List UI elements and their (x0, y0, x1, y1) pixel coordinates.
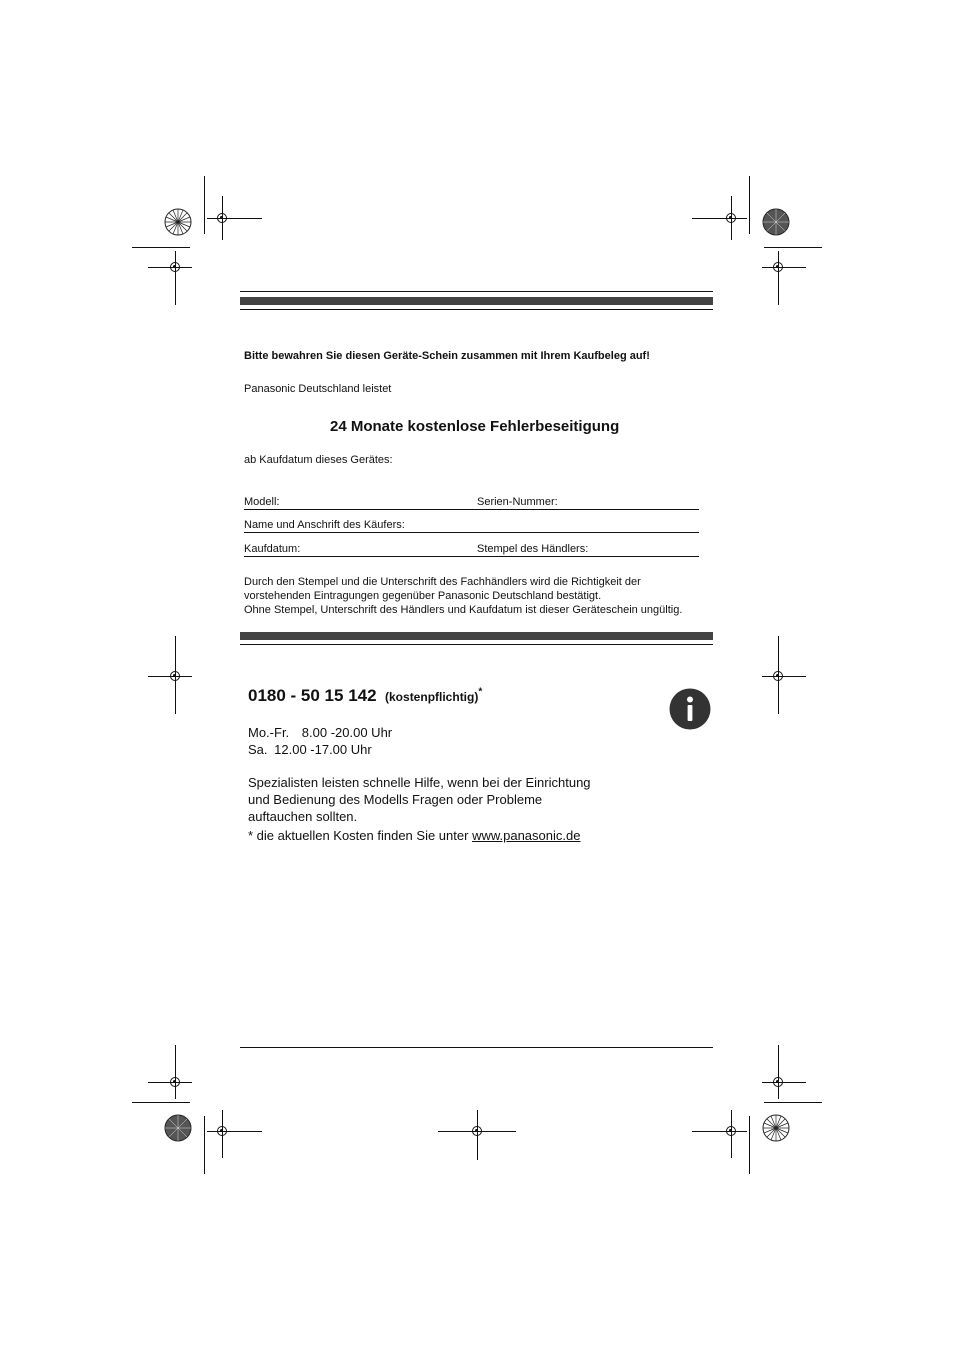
registration-target-icon (726, 213, 736, 223)
hours-saturday-time: 12.00 -17.00 Uhr (274, 742, 372, 757)
panasonic-website-link[interactable]: www.panasonic.de (472, 828, 581, 843)
registration-target-icon (217, 213, 227, 223)
cost-footnote (248, 828, 580, 843)
serial-field-label: Serien-Nummer: (477, 496, 558, 508)
registration-star-icon (164, 208, 192, 236)
card-bottom-rule (240, 644, 713, 645)
from-date-text: ab Kaufdatum dieses Gerätes: (244, 454, 393, 466)
card-top-rule-lower (240, 309, 713, 310)
note-line-3: Ohne Stempel, Unterschrift des Händlers und Kaufdatum ist dieser Geräteschein ungültig. (244, 604, 683, 616)
hotline-number: 0180 - 50 15 142 (248, 686, 377, 705)
info-icon (669, 688, 711, 735)
intro-text: Bitte bewahren Sie diesen Geräte-Schein zusammen mit Ihrem Kaufbeleg auf! (244, 350, 650, 362)
hours-weekdays-days: Mo.-Fr. (248, 725, 290, 740)
note-line-1: Durch den Stempel und die Unterschrift des Fachhändlers wird die Richtigkeit der (244, 576, 641, 588)
registration-target-icon (472, 1126, 482, 1136)
hours-saturday-days: Sa. (248, 742, 268, 757)
registration-target-icon (773, 262, 783, 272)
page-bottom-rule (240, 1047, 713, 1048)
card-top-rule (240, 291, 713, 292)
hotline-cost-note: (kostenpflichtig) (385, 690, 479, 704)
hotline-cost-mark: * (478, 686, 483, 698)
registration-star-icon (762, 208, 790, 236)
registration-target-icon (773, 1077, 783, 1087)
registration-target-icon (773, 671, 783, 681)
help-line-3: auftauchen sollten. (248, 809, 358, 824)
registration-target-icon (170, 262, 180, 272)
registration-target-icon (217, 1126, 227, 1136)
model-field[interactable] (244, 509, 699, 510)
provider-line: Panasonic Deutschland leistet (244, 383, 392, 395)
help-line-1: Spezialisten leisten schnelle Hilfe, wenn bei der Einrichtung (248, 775, 591, 790)
dealer-stamp-field-label: Stempel des Händlers: (477, 543, 589, 555)
registration-target-icon (726, 1126, 736, 1136)
model-field-label: Modell: (244, 496, 280, 508)
help-line-2: und Bedienung des Modells Fragen oder Probleme (248, 792, 543, 807)
card-top-bar (240, 297, 713, 305)
registration-star-icon (164, 1114, 192, 1142)
registration-target-icon (170, 671, 180, 681)
hours-weekdays-time: 8.00 -20.00 Uhr (301, 725, 393, 740)
hours-weekdays (248, 725, 392, 740)
hours-saturday (248, 742, 372, 757)
note-line-2: vorstehenden Eintragungen gegenüber Panasonic Deutschland bestätigt. (244, 590, 602, 602)
buyer-field[interactable] (244, 532, 699, 533)
buyer-field-label: Name und Anschrift des Käufers: (244, 519, 405, 531)
cost-footnote-text: * die aktuellen Kosten finden Sie unter (248, 828, 469, 843)
hotline-number-line (248, 686, 482, 706)
registration-star-icon (762, 1114, 790, 1142)
card-bottom-bar (240, 632, 713, 640)
purchase-date-field[interactable] (244, 556, 699, 557)
card-headline: 24 Monate kostenlose Fehlerbeseitigung (330, 418, 620, 435)
registration-target-icon (170, 1077, 180, 1087)
purchase-date-field-label: Kaufdatum: (244, 543, 301, 555)
